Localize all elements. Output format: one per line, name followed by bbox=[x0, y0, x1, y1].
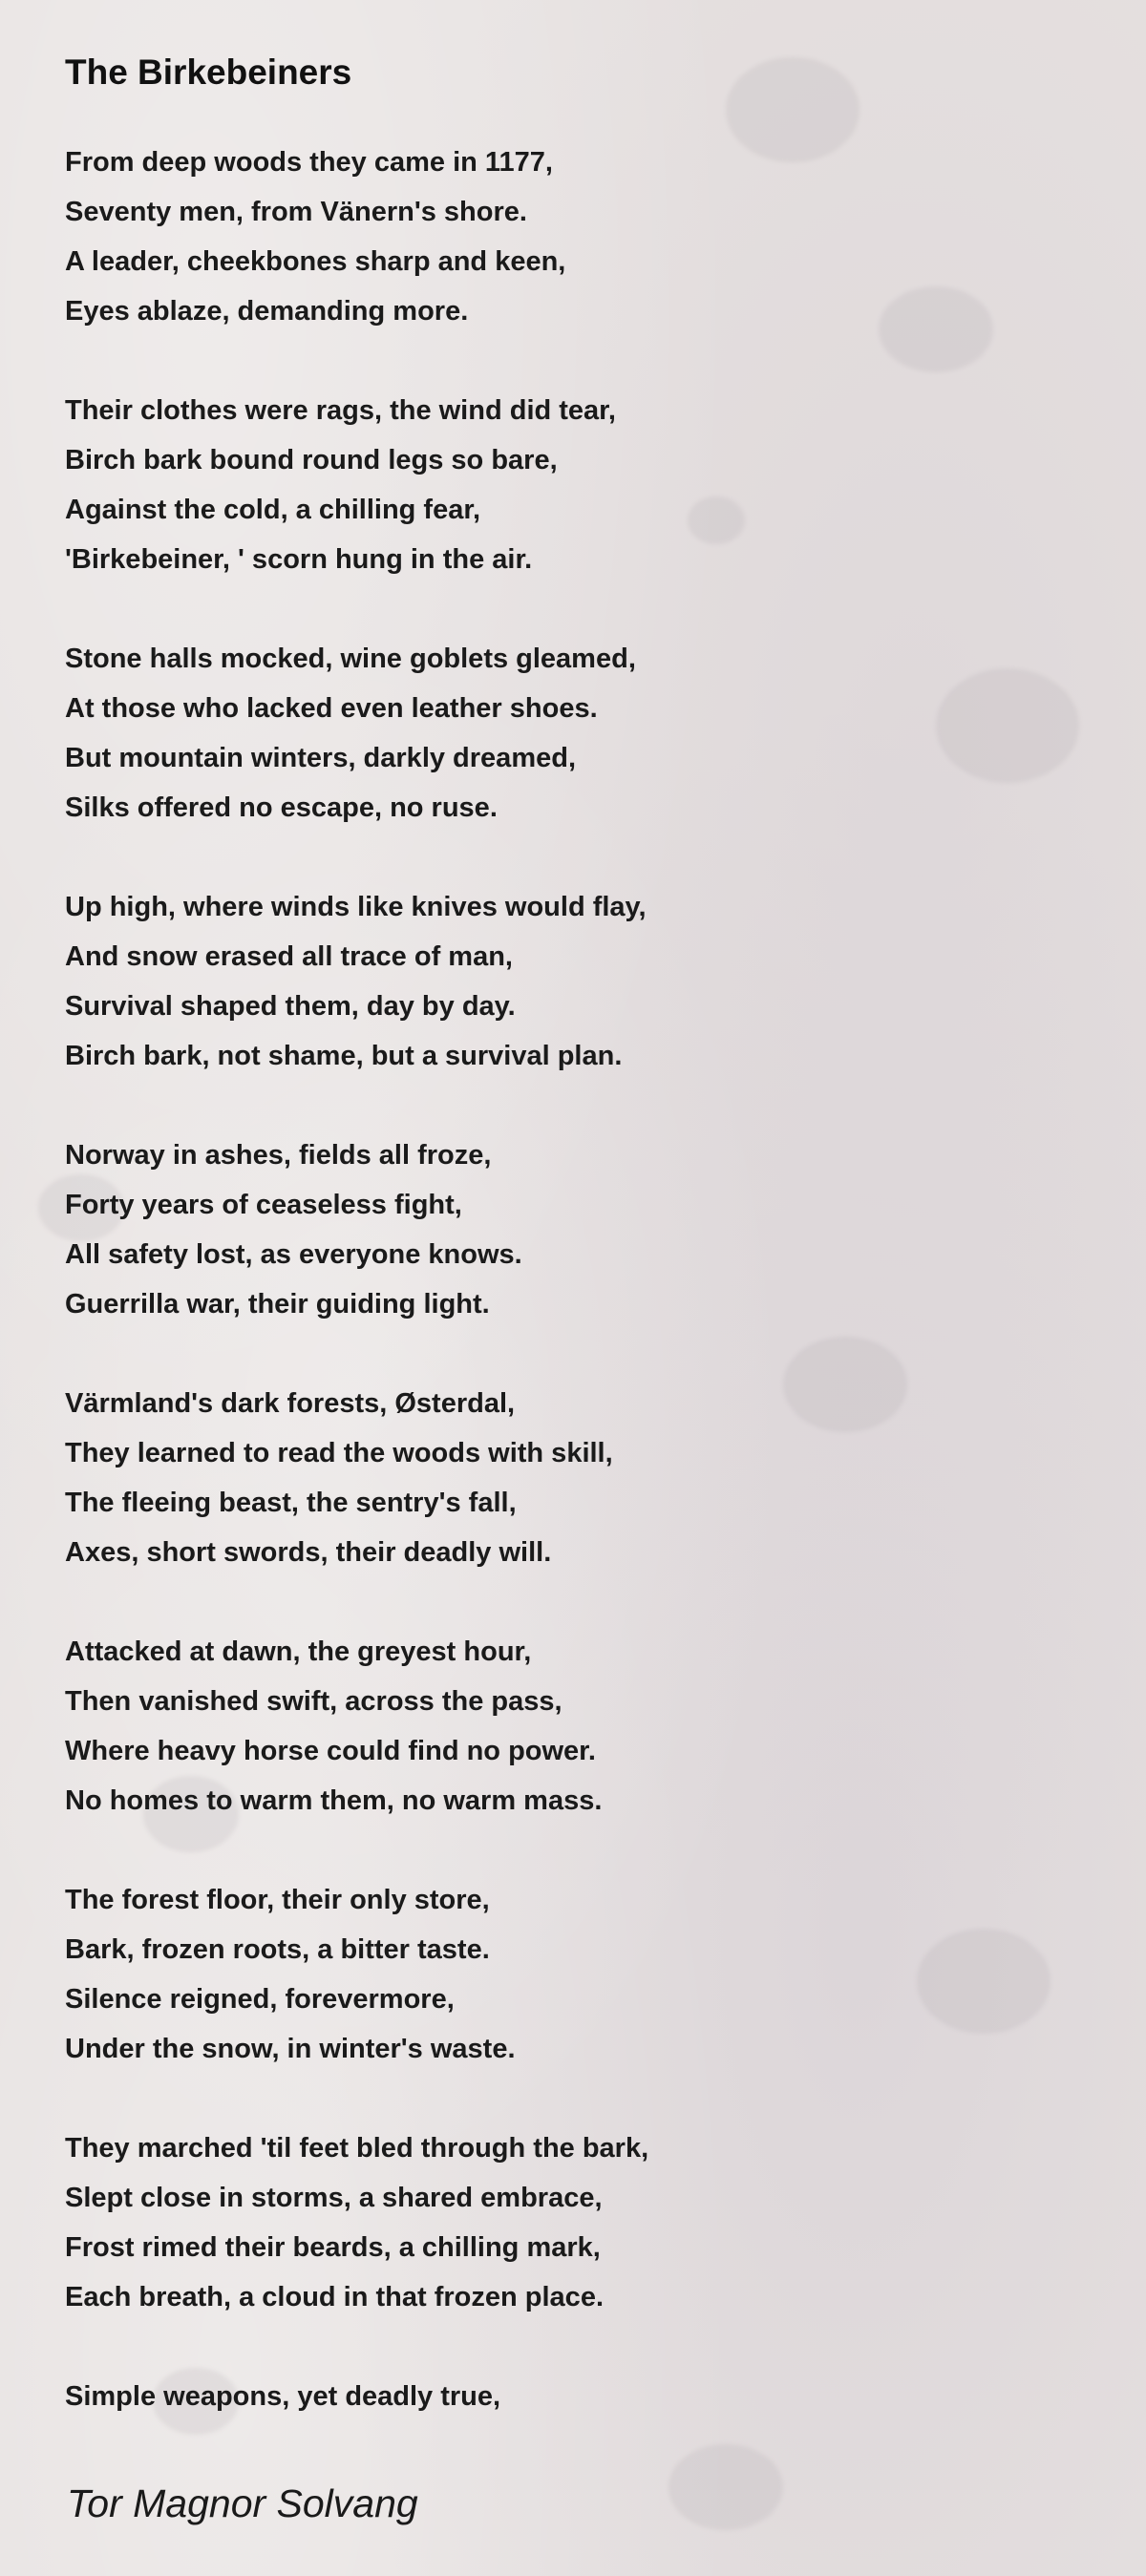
poem-line: Then vanished swift, across the pass, bbox=[65, 1686, 562, 1717]
poem-line: No homes to warm them, no warm mass. bbox=[65, 1785, 603, 1816]
poem-line: They learned to read the woods with skill, bbox=[65, 1438, 613, 1468]
poem-line: Slept close in storms, a shared embrace, bbox=[65, 2183, 603, 2213]
poem-line: The fleeing beast, the sentry's fall, bbox=[65, 1488, 517, 1518]
poem-stanza bbox=[65, 1875, 1096, 2074]
poem-body bbox=[65, 137, 1096, 2421]
poem-line: Värmland's dark forests, Østerdal, bbox=[65, 1388, 516, 1419]
poem-line: Frost rimed their beards, a chilling mark, bbox=[65, 2232, 601, 2263]
poem-line: Their clothes were rags, the wind did tear, bbox=[65, 395, 616, 426]
poem-line: 'Birkebeiner, ' scorn hung in the air. bbox=[65, 544, 533, 575]
poem-stanza bbox=[65, 634, 1096, 833]
poem-line: But mountain winters, darkly dreamed, bbox=[65, 743, 576, 773]
poem-line: Eyes ablaze, demanding more. bbox=[65, 296, 469, 327]
poem-line: Against the cold, a chilling fear, bbox=[65, 495, 481, 525]
poem-line: Birch bark bound round legs so bare, bbox=[65, 445, 558, 475]
poem-line: The forest floor, their only store, bbox=[65, 1885, 490, 1915]
poem-stanza bbox=[65, 2123, 1096, 2322]
poem-line: Under the snow, in winter's waste. bbox=[65, 2034, 516, 2064]
poem-stanza bbox=[65, 2372, 1096, 2421]
poem-line: Guerrilla war, their guiding light. bbox=[65, 1289, 490, 1320]
poem-line: All safety lost, as everyone knows. bbox=[65, 1239, 522, 1270]
poem-stanza bbox=[65, 1627, 1096, 1826]
poem-line: Survival shaped them, day by day. bbox=[65, 991, 516, 1022]
poem-line: Silks offered no escape, no ruse. bbox=[65, 792, 498, 823]
poem-line: Seventy men, from Vänern's shore. bbox=[65, 197, 527, 227]
poem-line: Silence reigned, forevermore, bbox=[65, 1984, 455, 2015]
poem-line: Bark, frozen roots, a bitter taste. bbox=[65, 1934, 490, 1965]
poem-container bbox=[65, 48, 1096, 2471]
poem-title: The Birkebeiners bbox=[65, 53, 352, 92]
poem-line: And snow erased all trace of man, bbox=[65, 941, 513, 972]
poem-line: Each breath, a cloud in that frozen place. bbox=[65, 2282, 604, 2312]
poem-line: From deep woods they came in 1177, bbox=[65, 147, 553, 178]
poem-line: Forty years of ceaseless fight, bbox=[65, 1190, 462, 1220]
poem-line: They marched 'til feet bled through the bark, bbox=[65, 2133, 649, 2164]
poem-line: At those who lacked even leather shoes. bbox=[65, 693, 598, 724]
poem-line: Attacked at dawn, the greyest hour, bbox=[65, 1636, 532, 1667]
poem-stanza bbox=[65, 137, 1096, 336]
poem-line: Birch bark, not shame, but a survival plan. bbox=[65, 1041, 623, 1071]
poem-stanza bbox=[65, 1379, 1096, 1577]
poem-line: Where heavy horse could find no power. bbox=[65, 1736, 596, 1766]
poem-author: Tor Magnor Solvang bbox=[67, 2481, 418, 2525]
poem-line: Axes, short swords, their deadly will. bbox=[65, 1537, 552, 1568]
poem-line: Stone halls mocked, wine goblets gleamed, bbox=[65, 644, 636, 674]
poem-line: Simple weapons, yet deadly true, bbox=[65, 2381, 501, 2412]
poem-line: A leader, cheekbones sharp and keen, bbox=[65, 246, 566, 277]
poem-stanza bbox=[65, 1130, 1096, 1329]
poem-line: Norway in ashes, fields all froze, bbox=[65, 1140, 492, 1171]
poem-stanza bbox=[65, 882, 1096, 1081]
poem-line: Up high, where winds like knives would flay, bbox=[65, 892, 647, 922]
poem-stanza bbox=[65, 386, 1096, 584]
